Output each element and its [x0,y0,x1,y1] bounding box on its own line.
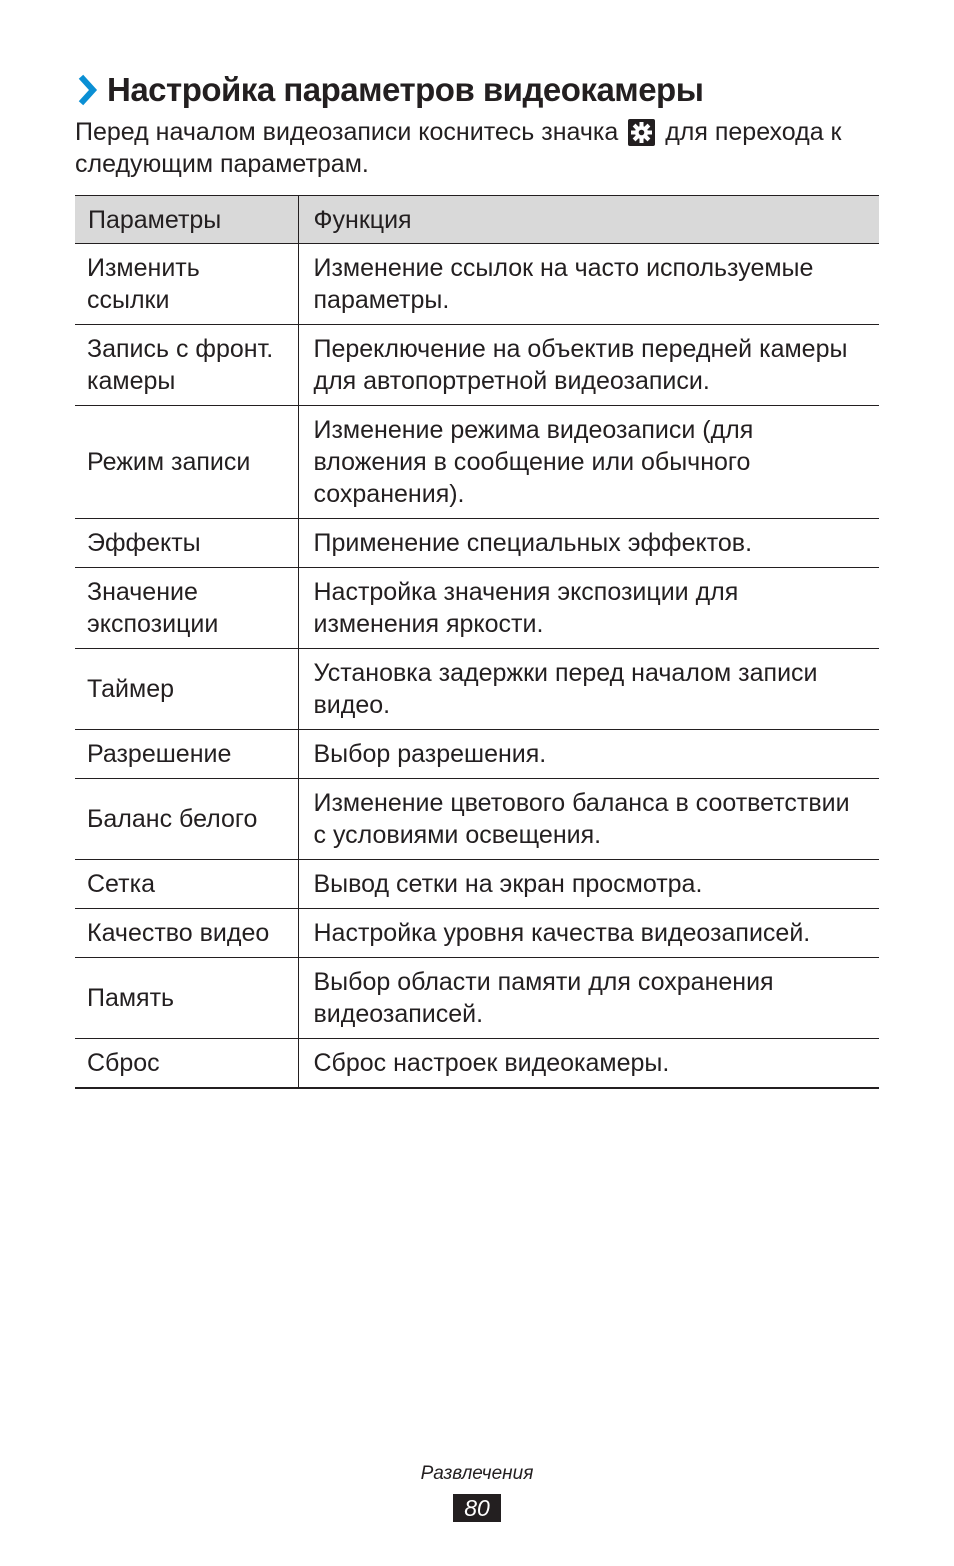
parameter-function: Изменение цветового баланса в соответствии с условиями освещения. [298,779,879,860]
intro-text-before: Перед началом видеозаписи коснитесь значка [75,118,619,146]
table-row [75,519,879,568]
parameter-name: Значение экспозиции [75,568,298,649]
table-row [75,730,879,779]
table-header-row [75,196,879,244]
header-function: Функция [298,196,879,244]
intro-paragraph [75,116,895,180]
page-number: 80 [453,1494,501,1522]
parameter-name: Изменить ссылки [75,244,298,325]
table-row [75,860,879,909]
page-title-text: Настройка параметров видеокамеры [107,71,704,108]
parameter-function: Изменение режима видеозаписи (для вложения в сообщение или обычного сохранения). [298,406,879,519]
table-row [75,649,879,730]
parameter-function: Изменение ссылок на часто используемые параметры. [298,244,879,325]
parameter-name: Таймер [75,649,298,730]
parameter-name: Эффекты [75,519,298,568]
parameter-function: Настройка уровня качества видеозаписей. [298,909,879,958]
table-row [75,779,879,860]
table-row [75,909,879,958]
parameter-name: Сетка [75,860,298,909]
parameter-name: Сброс [75,1039,298,1089]
gear-settings-icon [628,119,655,146]
parameter-name: Режим записи [75,406,298,519]
table-row [75,325,879,406]
parameter-function: Переключение на объектив передней камеры для автопортретной видеозаписи. [298,325,879,406]
parameter-name: Запись с фронт. камеры [75,325,298,406]
table-row [75,958,879,1039]
parameter-name: Память [75,958,298,1039]
parameter-name: Качество видео [75,909,298,958]
parameter-function: Вывод сетки на экран просмотра. [298,860,879,909]
parameter-function: Сброс настроек видеокамеры. [298,1039,879,1089]
parameter-function: Выбор разрешения. [298,730,879,779]
parameter-name: Разрешение [75,730,298,779]
parameter-function: Установка задержки перед началом записи видео. [298,649,879,730]
table-row [75,406,879,519]
page-title [75,70,703,110]
parameters-table [75,195,879,1089]
footer-section-name: Развлечения [420,1463,534,1484]
table-row [75,244,879,325]
header-parameters: Параметры [75,196,298,244]
parameter-function: Применение специальных эффектов. [298,519,879,568]
parameter-name: Баланс белого [75,779,298,860]
intro-text-after: для перехода к следующим параметрам. [75,118,842,178]
table-row [75,568,879,649]
parameter-function: Настройка значения экспозиции для изменения яркости. [298,568,879,649]
parameter-function: Выбор области памяти для сохранения видеозаписей. [298,958,879,1039]
table-row [75,1039,879,1089]
chevron-right-icon [75,70,101,110]
